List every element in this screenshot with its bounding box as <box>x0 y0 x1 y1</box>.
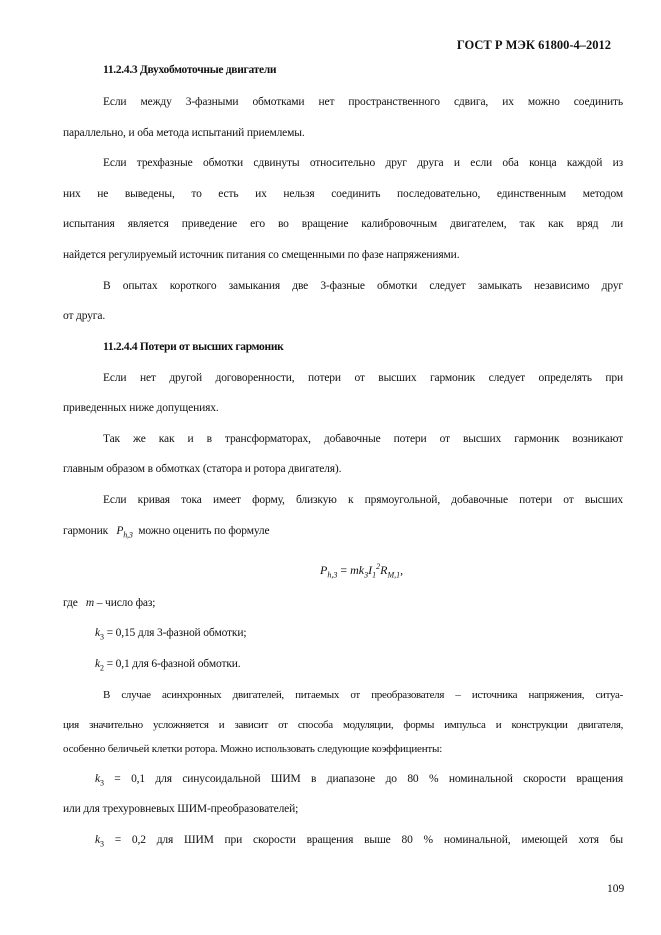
paragraph-line-with-symbol <box>95 627 615 641</box>
paragraph-line: найдется регулируемый источник питания со смещенными по фазе напряжениями. <box>63 249 460 261</box>
paragraph-line: Так же как и в трансформаторах, добавочные потери от высших гармоник возникают <box>103 433 623 445</box>
line-text: = 0,15 для 3-фазной обмотки; <box>106 627 247 639</box>
formula-subscript: M,1 <box>387 570 401 580</box>
formula-comma: , <box>400 563 404 577</box>
symbol-sub: 3 <box>99 632 104 642</box>
symbol-p: P <box>116 525 124 537</box>
line-text: = 0,2 для ШИМ при скорости вращения выше 80 % номинальной, имеющей хотя бы <box>114 834 623 846</box>
line-text: где <box>63 597 78 609</box>
symbol-k: k <box>95 773 100 785</box>
symbol-sub: 3 <box>99 778 104 788</box>
symbol-k: k <box>95 658 100 670</box>
formula-subscript: h,3 <box>327 570 338 580</box>
paragraph-line: Если трехфазные обмотки сдвинуты относительно друг друга и если оба конца каждой из <box>103 157 623 169</box>
line-text: можно оценить по формуле <box>138 525 270 537</box>
section-heading-11-2-4-4: 11.2.4.4 Потери от высших гармоник <box>103 341 284 353</box>
symbol-sub: 2 <box>99 663 104 673</box>
symbol-k: k <box>95 834 100 846</box>
page-number: 109 <box>607 883 625 895</box>
paragraph-line: от друга. <box>63 310 106 322</box>
line-text: – число фаз; <box>96 597 156 609</box>
line-text: = 0,1 для 6-фазной обмотки. <box>106 658 241 670</box>
formula-equals: = <box>337 563 351 577</box>
paragraph-line: них не выведены, то есть их нельзя соединить последовательно, единственным методом <box>63 188 623 200</box>
symbol-sub: h,3 <box>123 530 133 540</box>
formula-symbol: P <box>320 563 328 577</box>
formula-subscript: 3 <box>364 570 369 580</box>
paragraph-line: Если кривая тока имеет форму, близкую к прямоугольной, добавочные потери от высших <box>103 494 623 506</box>
line-text: = 0,1 для синусоидальной ШИМ в диапазоне до 80 % номинальной скорости вращения <box>114 773 623 785</box>
paragraph-line-with-symbol <box>95 658 615 672</box>
symbol-sub: 3 <box>99 839 104 849</box>
paragraph-line: Если между 3-фазными обмотками нет пространственного сдвига, их можно соединить <box>103 96 623 108</box>
paragraph-line: В случае асинхронных двигателей, питаемых от преобразователя – источника напряжения, ситуа- <box>103 689 623 701</box>
paragraph-line: ция значительно усложняется и зависит от способа модуляции, формы импульса и конструкции двигателя, <box>63 719 623 731</box>
paragraph-line: главным образом в обмотках (статора и ротора двигателя). <box>63 463 342 475</box>
paragraph-line-with-symbol <box>95 773 623 787</box>
section-heading-11-2-4-3: 11.2.4.3 Двухобмоточные двигатели <box>103 64 277 76</box>
formula-symbol: mk <box>350 563 365 577</box>
paragraph-line: или для трехуровневых ШИМ-преобразователей; <box>63 803 299 815</box>
formula-harmonic-losses <box>320 562 403 579</box>
paragraph-line: В опытах короткого замыкания две 3-фазные обмотки следует замыкать независимо друг <box>103 280 623 292</box>
paragraph-line: испытания является приведение его во вращение калибровочным двигателем, так как вряд ли <box>63 218 623 230</box>
paragraph-line: приведенных ниже допущениях. <box>63 402 219 414</box>
paragraph-line: Если нет другой договоренности, потери от высших гармоник следует определять при <box>103 372 623 384</box>
formula-symbol: R <box>380 563 388 577</box>
paragraph-line-with-symbol <box>63 597 623 609</box>
paragraph-line-with-symbol <box>63 525 623 539</box>
document-header: ГОСТ Р МЭК 61800-4–2012 <box>456 38 611 52</box>
paragraph-line: особенно беличьей клетки ротора. Можно использовать следующие коэффициенты: <box>63 743 443 755</box>
paragraph-line: параллельно, и оба метода испытаний приемлемы. <box>63 127 305 139</box>
paragraph-line-with-symbol <box>95 834 623 848</box>
formula-subscript: 1 <box>372 570 377 580</box>
symbol-m: m <box>85 597 94 609</box>
line-text: гармоник <box>63 525 109 537</box>
formula-symbol: I <box>368 563 373 577</box>
formula-superscript: 2 <box>376 562 381 571</box>
symbol-k: k <box>95 627 100 639</box>
